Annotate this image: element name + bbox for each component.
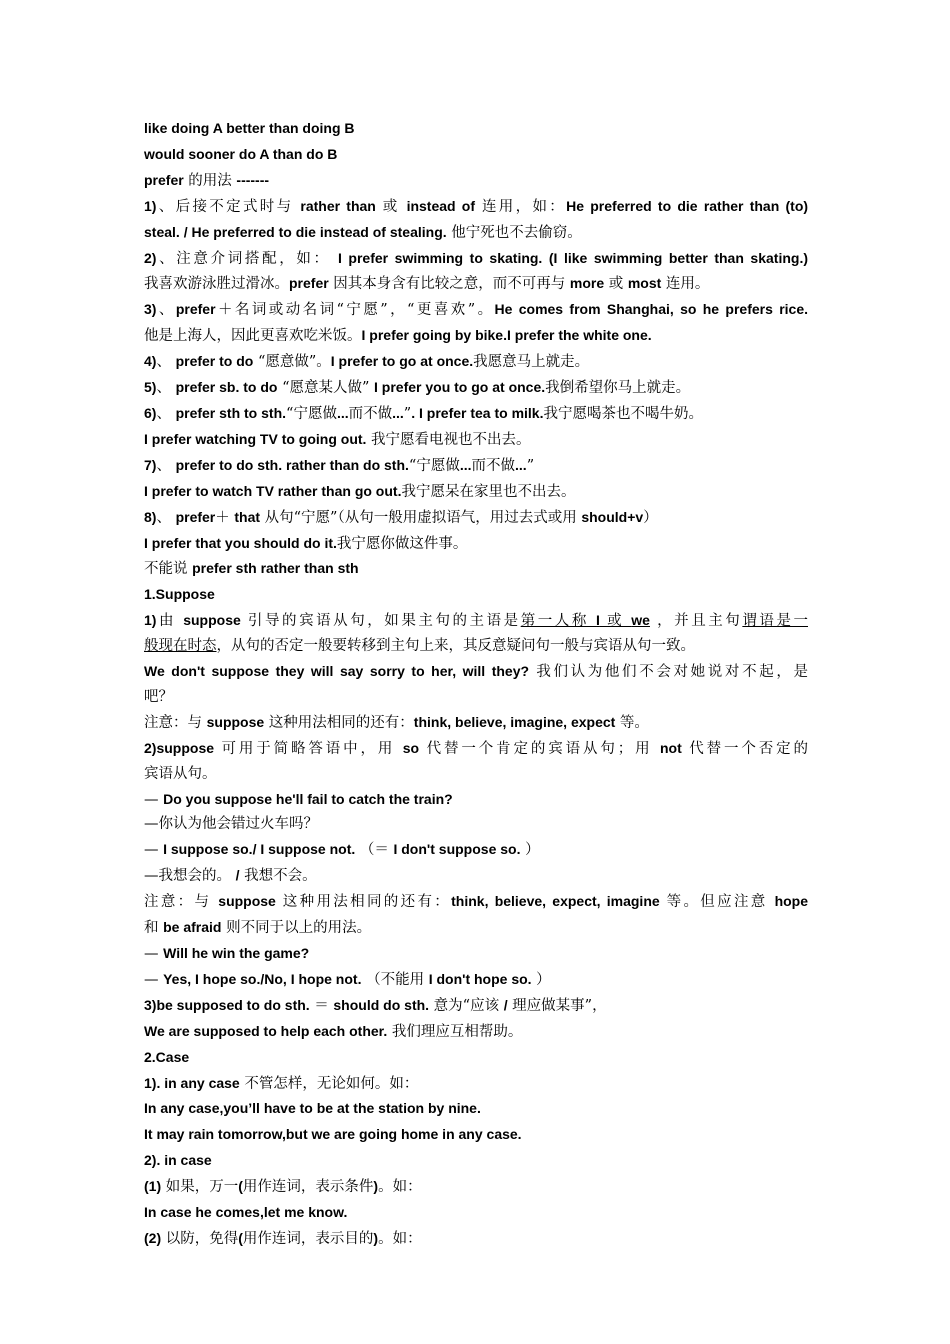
text-run: 1). in any case: [144, 1074, 240, 1091]
text-run: ，从句的否定一般要转移到主句上来，其反意疑问句一般与宾语从句一致。: [216, 638, 695, 655]
text-line: [144, 168, 808, 194]
text-run: （＝: [355, 842, 394, 859]
text-run: 连用。: [661, 276, 710, 293]
text-run: ”: [403, 405, 412, 422]
text-run: —: [144, 842, 164, 859]
text-run: rather than: [300, 197, 376, 214]
text-line: [144, 1019, 808, 1045]
text-run: —: [144, 791, 164, 808]
text-run: “愿意某人做”: [277, 380, 375, 397]
text-run: I prefer you to go at once.: [374, 379, 546, 396]
text-line: [144, 1122, 808, 1148]
text-line: [144, 531, 808, 557]
text-run: 而不做: [471, 457, 516, 474]
text-run: 7): [144, 456, 157, 473]
text-run: prefer: [175, 508, 216, 525]
text-run: 3): [144, 301, 157, 318]
text-run: I prefer to go at once.: [330, 353, 474, 370]
text-run: ＝: [309, 997, 334, 1014]
text-line: [144, 1071, 808, 1097]
text-run: 我宁愿你做这件事。: [336, 535, 468, 552]
text-run: think, believe, expect, imagine: [451, 893, 660, 910]
text-run: /: [503, 996, 508, 1013]
text-line: [144, 1148, 808, 1174]
text-run: we: [631, 612, 650, 629]
text-run: 连用，如：: [475, 198, 567, 215]
text-run: Will he win the game?: [163, 945, 310, 961]
text-run: In case he comes,let me know.: [144, 1204, 348, 1221]
text-line: [144, 659, 808, 685]
text-line: [144, 271, 808, 297]
text-line: [144, 582, 808, 608]
text-run: suppose: [206, 713, 265, 730]
text-run: 和: [144, 920, 164, 937]
text-run: 、: [156, 405, 176, 422]
text-run: 2): [144, 249, 157, 266]
text-run: 2.Case: [144, 1048, 190, 1065]
text-run: 我宁愿看电视也不出去。: [366, 431, 531, 448]
text-run: 这种用法相同的还有：: [275, 894, 452, 911]
text-run: 他宁死也不去偷窃。: [446, 224, 582, 241]
text-run: 我宁愿喝茶也不喝牛奶。: [543, 405, 703, 422]
text-run: 、: [156, 509, 176, 526]
text-line: [144, 116, 808, 142]
text-run: —你认为他会错过火车吗？: [144, 816, 318, 833]
text-line: [144, 505, 808, 531]
text-line: [144, 837, 808, 863]
text-run: (2): [144, 1229, 162, 1246]
text-run: In any case,you’ll have to be at the station by nine.: [144, 1100, 481, 1117]
text-run: 、: [156, 354, 176, 371]
text-run: prefer sth to sth.: [175, 404, 287, 421]
text-run: 我愿意马上就走。: [473, 354, 590, 371]
text-run: would sooner do A than do B: [144, 145, 338, 162]
text-run: ...: [392, 404, 404, 421]
text-run: 我们理应互相帮助。: [387, 1023, 523, 1040]
text-run: ...: [515, 456, 527, 473]
text-run: 或: [599, 613, 632, 630]
text-run: 或: [375, 198, 407, 215]
text-run: ）: [531, 971, 551, 988]
text-run: prefer to do sth. rather than do sth.: [175, 456, 409, 473]
text-run: I don't suppose so.: [393, 841, 521, 858]
text-run: We are supposed to help each other.: [144, 1022, 388, 1039]
text-run: 从句“宁愿”（从句一般用虚拟语气，用过去式或用: [260, 509, 582, 526]
text-run: 意为“应该: [429, 997, 504, 1014]
text-run: 这种用法相同的还有：: [264, 714, 414, 731]
text-run: 他是上海人，因此更喜欢吃米饭。: [144, 328, 362, 345]
text-run: 因其本身含有比较之意，而不可再与: [328, 276, 570, 293]
text-line: [144, 556, 808, 582]
text-run: not: [660, 739, 682, 756]
text-line: [144, 453, 808, 479]
text-run: 由: [156, 613, 184, 630]
text-run: should do sth.: [333, 996, 430, 1013]
text-run: ＋: [215, 509, 235, 526]
text-line: [144, 479, 808, 505]
text-run: 宾语从句。: [144, 765, 217, 782]
text-run: so: [402, 739, 420, 756]
text-run: ): [373, 1178, 379, 1195]
text-run: I suppose so./ I suppose not.: [163, 841, 356, 858]
text-run: prefer: [175, 301, 216, 318]
text-run: prefer sb. to do: [175, 379, 278, 396]
text-run: 引导的宾语从句，如果主句的主语是: [240, 613, 521, 630]
text-run: 注意：与: [144, 714, 207, 731]
text-line: [144, 967, 808, 993]
text-run: 我宁愿呆在家里也不出去。: [401, 483, 576, 500]
text-run: 而不做: [348, 405, 393, 422]
text-line: [144, 323, 808, 349]
text-line: [144, 685, 808, 710]
text-line: [144, 941, 808, 967]
text-run: 、: [156, 457, 176, 474]
text-run: 如果，万一: [161, 1179, 239, 1196]
text-run: (: [238, 1229, 243, 1246]
text-run: 。如：: [378, 1230, 422, 1247]
text-run: 、: [156, 380, 176, 397]
text-run: 吧？: [144, 688, 173, 705]
text-line: [144, 194, 808, 220]
text-line: [144, 220, 808, 246]
text-run: 、后接不定式时与: [156, 198, 301, 215]
text-line: [144, 1096, 808, 1122]
text-run: 1.Suppose: [144, 586, 215, 603]
text-run: I prefer that you should do it.: [144, 534, 337, 551]
text-run: He preferred to die rather than (to): [566, 197, 809, 214]
text-line: [144, 608, 808, 634]
text-run: Do you suppose he'll fail to catch the train?: [163, 790, 453, 807]
text-line: [144, 142, 808, 168]
text-run: 我喜欢游泳胜过滑冰。: [144, 276, 289, 293]
text-run: (: [238, 1178, 243, 1195]
text-run: 我想不会。: [239, 868, 317, 885]
text-run: 则不同于以上的用法。: [221, 920, 372, 937]
text-line: [144, 812, 808, 837]
text-run: 的用法: [183, 172, 237, 189]
text-run: —: [144, 971, 164, 988]
text-run: . I prefer tea to milk.: [411, 404, 544, 421]
text-run: (1): [144, 1178, 162, 1195]
text-run: 代替一个否定的: [681, 740, 809, 757]
text-line: [144, 1200, 808, 1226]
text-line: [144, 1174, 808, 1200]
text-run: 等。但应注意: [659, 894, 775, 911]
text-run: ）: [520, 842, 540, 859]
text-run: 4): [144, 353, 157, 370]
text-run: ＋名词或动名词“宁愿”，“更喜欢”。: [215, 302, 495, 319]
text-run: prefer: [289, 275, 329, 292]
text-line: [144, 401, 808, 427]
text-run: hope: [774, 893, 809, 910]
text-line: [144, 787, 808, 813]
text-run: more: [569, 275, 605, 292]
text-run: I don't hope so.: [428, 970, 532, 987]
text-run: 用作连词，表示条件: [242, 1179, 374, 1196]
text-line: [144, 889, 808, 915]
text-run: prefer: [144, 171, 184, 188]
text-line: [144, 736, 808, 762]
text-line: [144, 246, 808, 272]
text-run: （不能用: [361, 971, 429, 988]
text-run: 用作连词，表示目的: [242, 1230, 374, 1247]
text-run: It may rain tomorrow,but we are going home in any case.: [144, 1126, 522, 1143]
text-run: 。如：: [378, 1179, 422, 1196]
text-run: I prefer swimming to skating. (I like swimming better than skating.): [337, 249, 808, 266]
text-run: We don't suppose they will say sorry to her, will they?: [144, 663, 530, 680]
text-run: 6): [144, 404, 157, 421]
text-run: that: [234, 508, 261, 525]
text-line: [144, 349, 808, 375]
text-run: —我想会的。: [144, 868, 236, 885]
text-line: [144, 863, 808, 889]
text-run: like doing A better than doing B: [144, 120, 355, 136]
text-line: [144, 375, 808, 401]
text-run: —: [144, 946, 164, 962]
text-run: 3)be supposed to do sth.: [144, 996, 310, 1013]
text-run: steal. / He preferred to die instead of stealing.: [144, 223, 447, 240]
text-run: instead of: [406, 197, 476, 214]
text-run: ...: [336, 404, 349, 421]
text-run: think, believe, imagine, expect: [413, 713, 616, 730]
text-line: [144, 915, 808, 941]
text-run: ，并且主句: [649, 613, 743, 630]
text-run: ...: [459, 456, 472, 473]
text-line: [144, 427, 808, 453]
text-run: 我们认为他们不会对她说对不起，是: [529, 664, 809, 681]
text-run: /: [235, 867, 240, 884]
document-body: [144, 116, 808, 1252]
text-run: 不管怎样，无论如何。如：: [239, 1075, 419, 1092]
text-run: 等。: [615, 714, 649, 731]
text-run: be afraid: [163, 919, 222, 936]
text-run: 2). in case: [144, 1152, 212, 1169]
text-run: “宁愿做: [286, 405, 337, 422]
text-run: “宁愿做: [408, 457, 460, 474]
text-run: -------: [236, 171, 270, 188]
text-run: 理应做某事”，: [507, 997, 607, 1014]
text-run: I prefer watching TV to going out.: [144, 430, 367, 447]
text-run: prefer sth rather than sth: [192, 560, 359, 577]
text-run: 5): [144, 379, 157, 396]
text-run: should+v: [581, 508, 644, 525]
text-run: ”: [526, 457, 535, 474]
text-run: I: [596, 612, 600, 629]
text-run: He comes from Shanghai, so he prefers rice.: [494, 301, 809, 318]
text-run: 以防，免得: [161, 1230, 239, 1247]
text-run: 谓语是一: [742, 613, 808, 630]
text-run: 或: [604, 276, 628, 293]
text-run: 不能说: [144, 561, 193, 578]
text-run: I prefer going by bike.I prefer the white one.: [361, 327, 652, 344]
text-run: 我倒希望你马上就走。: [545, 380, 691, 397]
text-run: 般现在时态: [144, 638, 217, 655]
text-line: [144, 1045, 808, 1071]
text-line: [144, 1226, 808, 1252]
text-line: [144, 297, 808, 323]
text-run: 可用于简略答语中，用: [214, 740, 403, 757]
text-run: most: [627, 275, 662, 292]
text-run: 、注意介词搭配，如：: [156, 250, 338, 267]
text-run: 第一人称: [520, 613, 597, 630]
text-run: suppose: [183, 612, 241, 629]
text-run: 、: [156, 302, 176, 319]
text-run: prefer to do: [175, 353, 254, 370]
text-run: ）: [643, 509, 658, 526]
text-run: 注意：与: [144, 894, 219, 911]
text-run: Yes, I hope so./No, I hope not.: [163, 970, 362, 987]
text-run: I prefer to watch TV rather than go out.: [144, 482, 402, 499]
text-run: 2)suppose: [144, 739, 215, 756]
text-run: ): [373, 1229, 379, 1246]
text-line: [144, 993, 808, 1019]
text-line: [144, 634, 808, 659]
text-run: 8): [144, 508, 157, 525]
text-line: [144, 710, 808, 736]
text-run: 1): [144, 612, 157, 629]
text-run: “愿意做”。: [253, 354, 331, 371]
text-line: [144, 762, 808, 787]
text-run: suppose: [218, 893, 276, 910]
text-run: 代替一个肯定的宾语从句；用: [419, 740, 660, 757]
text-run: 1): [144, 197, 157, 214]
